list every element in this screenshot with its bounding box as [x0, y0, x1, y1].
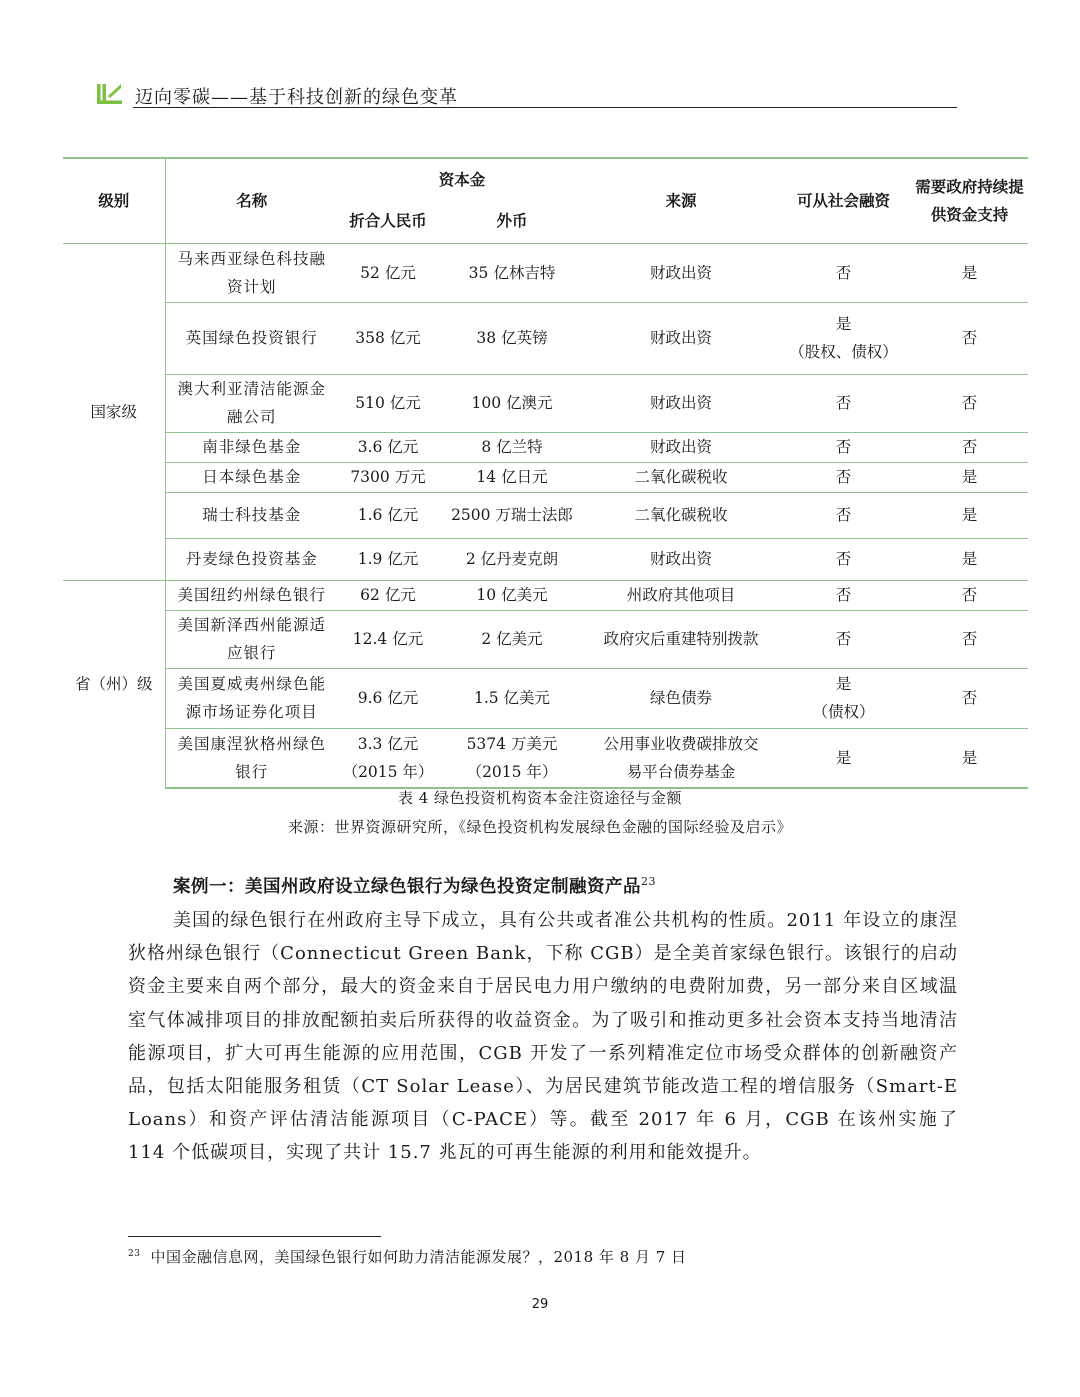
header-title: 迈向零碳——基于科技创新的绿色变革	[135, 87, 458, 108]
table-row	[63, 243, 1028, 302]
foreign-cell: 35 亿林吉特	[438, 243, 586, 302]
rmb-cell: 1.9 亿元	[338, 538, 438, 580]
foreign-cell: 2 亿丹麦克朗	[438, 538, 586, 580]
header-social: 可从社会融资	[776, 158, 911, 243]
table-row	[63, 580, 1028, 610]
table-row	[63, 492, 1028, 538]
foreign-cell: 8 亿兰特	[438, 432, 586, 462]
gov-cell: 是	[911, 462, 1028, 492]
source-cell: 财政出资	[586, 302, 776, 374]
social-cell: 否	[776, 580, 911, 610]
case-body: 美国的绿色银行在州政府主导下成立，具有公共或者准公共机构的性质。2011 年设立的康涅狄格州绿色银行（Connecticut Green Bank，下称 CGB）是全美首家绿色银行。该银行的启动资金主要来自两个部分，最大的资金来自于居民电力用户缴纳的电费附加费，另一部分来自区域温室气体减排项目的排放配额拍卖后所获得的收益资金。为了吸引和推动更多社会资本支持当地清洁能源项目，扩大可再生能源的应用范围，CGB 开发了一系列精准定位市场受众群体的创新融资产品，包括太阳能服务租赁（CT Solar Lease）、为居民建筑节能改造工程的增信服务（Smart-E Loans）和资产评估清洁能源项目（C-PACE）等。截至 2017 年 6 月，CGB 在该州实施了 114 个低碳项目，实现了共计 15.7 兆瓦的可再生能源的利用和能效提升。	[128, 910, 958, 1164]
case-title-text: 案例一：美国州政府设立绿色银行为绿色投资定制融资产品	[173, 877, 641, 897]
case-footnote-ref: 23	[641, 875, 656, 889]
rmb-cell: 12.4 亿元	[338, 610, 438, 668]
social-cell: 否	[776, 492, 911, 538]
level-cell: 国家级	[63, 243, 165, 580]
gov-cell: 是	[911, 243, 1028, 302]
header-rule	[133, 107, 957, 108]
footnote-text: 中国金融信息网，美国绿色银行如何助力清洁能源发展？，2018 年 8 月 7 日	[150, 1248, 687, 1266]
name-cell: 南非绿色基金	[165, 432, 338, 462]
name-cell: 美国新泽西州能源适应银行	[165, 610, 338, 668]
gov-cell: 否	[911, 610, 1028, 668]
name-cell: 马来西亚绿色科技融资计划	[165, 243, 338, 302]
table-row	[63, 538, 1028, 580]
table-row	[63, 668, 1028, 728]
rmb-cell: 7300 万元	[338, 462, 438, 492]
header-name: 名称	[165, 158, 338, 243]
foreign-cell: 14 亿日元	[438, 462, 586, 492]
foreign-cell: 2500 万瑞士法郎	[438, 492, 586, 538]
name-cell: 澳大利亚清洁能源金融公司	[165, 374, 338, 432]
table-row	[63, 728, 1028, 788]
source-cell: 公用事业收费碳排放交易平台债券基金	[586, 728, 776, 788]
table-row	[63, 374, 1028, 432]
social-cell: 否	[776, 538, 911, 580]
foreign-cell: 38 亿英镑	[438, 302, 586, 374]
foreign-cell: 2 亿美元	[438, 610, 586, 668]
table-row	[63, 462, 1028, 492]
table-caption: 表 4 绿色投资机构资本金注资途径与金额	[397, 789, 683, 807]
source-cell: 绿色债券	[586, 668, 776, 728]
gov-cell: 否	[911, 668, 1028, 728]
header-rmb: 折合人民币	[349, 211, 427, 231]
page-header	[97, 78, 957, 110]
rmb-cell: 510 亿元	[338, 374, 438, 432]
name-cell: 美国纽约州绿色银行	[165, 580, 338, 610]
level-cell: 省（州）级	[63, 580, 165, 788]
capital-table	[63, 157, 1028, 789]
social-cell: 否	[776, 374, 911, 432]
source-cell: 二氧化碳税收	[586, 492, 776, 538]
table-body	[63, 243, 1028, 788]
footnote-rule	[128, 1236, 381, 1237]
rmb-cell: 3.3 亿元 （2015 年）	[338, 728, 438, 788]
foreign-cell: 100 亿澳元	[438, 374, 586, 432]
gov-cell: 否	[911, 432, 1028, 462]
header-source: 来源	[586, 158, 776, 243]
gov-cell: 是	[911, 538, 1028, 580]
foreign-cell: 1.5 亿美元	[438, 668, 586, 728]
header-capital: 资本金	[338, 158, 586, 200]
rmb-cell: 358 亿元	[338, 302, 438, 374]
header-foreign: 外币	[496, 211, 528, 231]
name-cell: 日本绿色基金	[165, 462, 338, 492]
gov-cell: 否	[911, 580, 1028, 610]
table-row	[63, 610, 1028, 668]
source-cell: 财政出资	[586, 432, 776, 462]
source-cell: 财政出资	[586, 374, 776, 432]
source-cell: 财政出资	[586, 538, 776, 580]
page-number: 29	[531, 1297, 549, 1312]
name-cell: 丹麦绿色投资基金	[165, 538, 338, 580]
source-cell: 政府灾后重建特别拨款	[586, 610, 776, 668]
foreign-cell: 5374 万美元 （2015 年）	[438, 728, 586, 788]
name-cell: 美国夏威夷州绿色能源市场证券化项目	[165, 668, 338, 728]
header-gov: 需要政府持续提供资金支持	[911, 158, 1028, 243]
rmb-cell: 1.6 亿元	[338, 492, 438, 538]
source-cell: 二氧化碳税收	[586, 462, 776, 492]
social-cell: 否	[776, 610, 911, 668]
table-row	[63, 302, 1028, 374]
social-cell: 是	[776, 728, 911, 788]
gov-cell: 是	[911, 728, 1028, 788]
foreign-cell: 10 亿美元	[438, 580, 586, 610]
case-title	[173, 873, 656, 898]
report-logo-icon	[97, 82, 123, 106]
gov-cell: 否	[911, 302, 1028, 374]
social-cell: 是 （债权）	[776, 668, 911, 728]
name-cell: 美国康涅狄格州绿色银行	[165, 728, 338, 788]
name-cell: 瑞士科技基金	[165, 492, 338, 538]
gov-cell: 否	[911, 374, 1028, 432]
social-cell: 是 （股权、债权）	[776, 302, 911, 374]
source-cell: 州政府其他项目	[586, 580, 776, 610]
source-cell: 财政出资	[586, 243, 776, 302]
social-cell: 否	[776, 432, 911, 462]
table-source: 来源：世界资源研究所，《绿色投资机构发展绿色金融的国际经验及启示》	[287, 818, 792, 836]
rmb-cell: 62 亿元	[338, 580, 438, 610]
rmb-cell: 9.6 亿元	[338, 668, 438, 728]
table-row	[63, 432, 1028, 462]
footnote	[128, 1246, 687, 1267]
name-cell: 英国绿色投资银行	[165, 302, 338, 374]
footnote-number: 23	[128, 1249, 141, 1259]
social-cell: 否	[776, 462, 911, 492]
header-level: 级别	[63, 158, 165, 243]
gov-cell: 是	[911, 492, 1028, 538]
rmb-cell: 52 亿元	[338, 243, 438, 302]
social-cell: 否	[776, 243, 911, 302]
rmb-cell: 3.6 亿元	[338, 432, 438, 462]
